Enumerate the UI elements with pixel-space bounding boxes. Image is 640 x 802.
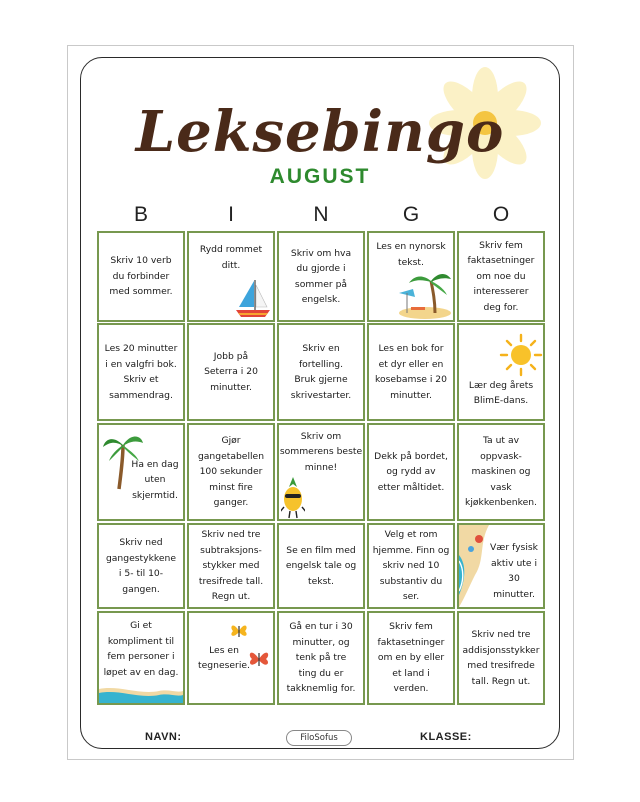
sun-icon xyxy=(499,333,543,377)
bingo-cell[interactable] xyxy=(457,323,545,421)
bingo-cell[interactable] xyxy=(367,323,455,421)
cell-text: Skriv 10 verb du forbinder med sommer. xyxy=(109,255,173,298)
bingo-cell[interactable] xyxy=(187,523,275,609)
sailboat-icon xyxy=(233,277,273,319)
bingo-cell[interactable] xyxy=(457,231,545,322)
brand-badge: FiloSofus xyxy=(286,730,352,746)
bingo-cell[interactable] xyxy=(187,611,275,705)
pineapple-icon xyxy=(281,477,305,519)
cell-text: Gjør gangetabellen 100 sekunder minst fire ganger. xyxy=(197,435,265,509)
cell-text: Ha en dag uten skjermtid. xyxy=(131,458,179,501)
bingo-cell[interactable] xyxy=(277,323,365,421)
bingo-cell[interactable] xyxy=(457,611,545,705)
bingo-cell[interactable] xyxy=(97,523,185,609)
bingo-cell[interactable] xyxy=(97,423,185,521)
bingo-cell[interactable] xyxy=(97,323,185,421)
butterfly-icon xyxy=(229,621,249,641)
bingo-cell[interactable] xyxy=(97,231,185,322)
cell-text: Skriv en fortelling. Bruk gjerne skrivestarter. xyxy=(290,343,352,401)
palm-beach-icon xyxy=(391,267,453,321)
cell-text: Skriv om sommerens beste minne! xyxy=(279,430,363,473)
class-label: KLASSE: xyxy=(420,731,472,743)
cell-text: Les en nynorsk tekst. xyxy=(376,241,446,268)
cell-text: Ta ut av oppvask- maskinen og vask kjøkkenbenken. xyxy=(465,435,537,509)
palm-tree-icon xyxy=(101,429,145,491)
cell-text: Lær deg årets BlimE-dans. xyxy=(468,379,534,406)
column-letter-b: B xyxy=(133,203,148,226)
cell-text: Skriv ned gangestykkene i 5- til 10- gangen. xyxy=(105,537,177,595)
cell-text: Vær fysisk aktiv ute i 30 minutter. xyxy=(490,542,538,600)
column-letter-i: I xyxy=(228,203,234,226)
bingo-cell[interactable] xyxy=(457,423,545,521)
column-letter-g: G xyxy=(402,203,420,226)
bingo-cell[interactable] xyxy=(97,611,185,705)
bingo-cell[interactable] xyxy=(367,611,455,705)
cell-text: Skriv ned tre subtraksjons- stykker med tresifrede tall. Regn ut. xyxy=(198,529,264,603)
bingo-cell[interactable] xyxy=(187,323,275,421)
bingo-cell[interactable] xyxy=(187,231,275,322)
bingo-cell[interactable] xyxy=(277,523,365,609)
bingo-cell[interactable] xyxy=(187,423,275,521)
column-letter-o: O xyxy=(492,203,510,226)
cell-text: Dekk på bordet, og rydd av etter måltidet. xyxy=(374,450,448,493)
butterfly-icon xyxy=(247,647,271,671)
bingo-cell[interactable] xyxy=(277,231,365,322)
bingo-cell[interactable] xyxy=(367,423,455,521)
cell-text: Skriv fem faktasetninger om en by eller et land i verden. xyxy=(377,621,445,695)
bingo-cell[interactable] xyxy=(457,523,545,609)
bingo-cell[interactable] xyxy=(277,611,365,705)
cell-text: Gå en tur i 30 minutter, og tenk på tre ting du er takknemlig for. xyxy=(286,621,356,695)
bingo-cell[interactable] xyxy=(367,523,455,609)
cell-text: Les en tegneserie. xyxy=(198,644,250,671)
cell-text: Velg et rom hjemme. Finn og skriv ned 10 substantiv du ser. xyxy=(372,529,450,603)
cell-text: Skriv fem faktasetninger om noe du interesserer deg for. xyxy=(467,239,535,313)
beach-shore-icon xyxy=(459,525,503,607)
page-title: Leksebingo xyxy=(135,99,505,165)
cell-text: Les 20 minutter i en valgfri bok. Skriv et sammendrag. xyxy=(104,343,178,401)
cell-text: Se en film med engelsk tale og tekst. xyxy=(285,544,357,587)
cell-text: Rydd rommet ditt. xyxy=(199,244,263,271)
bingo-cell[interactable] xyxy=(277,423,365,521)
wave-shore-icon xyxy=(99,685,183,703)
cell-text: Skriv ned tre addisjonsstykker med tresifrede tall. Regn ut. xyxy=(462,629,540,687)
cell-text: Jobb på Seterra i 20 minutter. xyxy=(204,350,258,393)
name-label: NAVN: xyxy=(145,731,182,743)
page-subtitle: AUGUST xyxy=(269,165,371,188)
cell-text: Les en bok for et dyr eller en kosebamse i 20 minutter. xyxy=(375,343,447,401)
cell-text: Skriv om hva du gjorde i sommer på engelsk. xyxy=(290,247,352,305)
column-letter-n: N xyxy=(313,203,329,226)
bingo-cell[interactable] xyxy=(367,231,455,322)
cell-text: Gi et kompliment til fem personer i løpet av en dag. xyxy=(103,620,179,678)
